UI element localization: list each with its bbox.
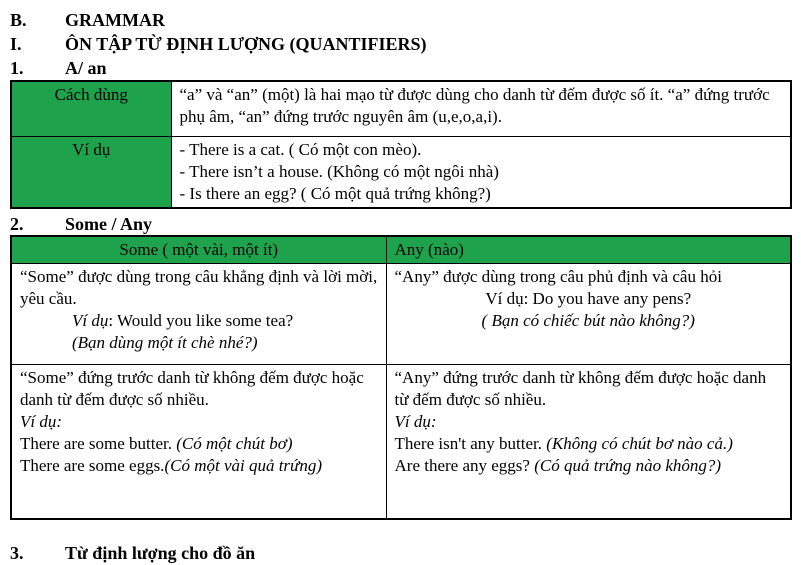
some-example-line [20, 455, 378, 477]
example-line: - Is there an egg? ( Có một quả trứng không?) [179, 183, 491, 203]
heading-a-an-number: 1. [10, 58, 24, 78]
table-some-any [10, 235, 792, 520]
some-rule-text: “Some” đứng trước danh từ không đếm được hoặc danh từ đếm được số nhiều. [20, 367, 364, 409]
heading-food-quantifiers [0, 541, 801, 565]
some-example-translation: (Bạn dùng một ít chè nhé?) [72, 332, 258, 352]
example-label: Ví dụ [72, 310, 109, 330]
cell-example-text [171, 136, 791, 208]
example-sentence: Are there any eggs? [394, 455, 535, 475]
some-rule-text: “Some” được dùng trong câu khẳng định và lời mời, yêu cầu. [20, 266, 378, 308]
any-example-line [395, 433, 783, 455]
heading-grammar-number: B. [10, 10, 27, 30]
header-cell-some: Some ( một vài, một ít) [11, 236, 386, 264]
example-line: - There isn’t a house. (Không có một ngôi nhà) [179, 161, 499, 181]
table-some-any-header-row [11, 236, 791, 264]
any-rule-text: “Any” đứng trước danh từ không đếm được hoặc danh từ đếm được số nhiều. [394, 367, 767, 409]
any-example-translation: ( Bạn có chiếc bút nào không?) [481, 310, 695, 330]
example-sentence: : Would you like some tea? [108, 310, 294, 330]
any-example-line: Ví dụ: Do you have any pens? [485, 288, 692, 308]
heading-quantifiers-number: I. [10, 34, 22, 54]
cell-any-usage-1 [386, 263, 791, 364]
cell-usage-label: Cách dùng [11, 81, 171, 136]
heading-quantifiers-label: ÔN TẬP TỪ ĐỊNH LƯỢNG (QUANTIFIERS) [65, 34, 427, 54]
any-rule-text: “Any” được dùng trong câu phủ định và câu hỏi [394, 266, 722, 286]
heading-a-an [0, 56, 801, 80]
example-sentence: There are some butter. [20, 433, 177, 453]
heading-grammar-label: GRAMMAR [65, 10, 165, 30]
example-translation: (Không có chút bơ nào cả.) [546, 433, 733, 453]
some-example-line [20, 310, 378, 332]
example-sentence: There isn't any butter. [394, 433, 547, 453]
example-label: Ví dụ: [20, 411, 63, 431]
cell-any-usage-2 [386, 364, 791, 519]
heading-some-any-number: 2. [10, 213, 24, 234]
heading-food-quantifiers-label: Từ định lượng cho đồ ăn [65, 542, 256, 563]
cell-some-usage-2 [11, 364, 386, 519]
table-some-any-row-2 [11, 364, 791, 519]
example-translation: (Có một vài quả trứng) [164, 455, 322, 475]
cell-usage-text: “a” và “an” (một) là hai mạo từ được dùng cho danh từ đếm được số ít. “a” đứng trước phụ âm, “an” đứng trước nguyên âm (u,e,o,a,i). [171, 81, 791, 136]
example-label: Ví dụ: [394, 411, 437, 431]
heading-food-quantifiers-number: 3. [10, 542, 24, 563]
heading-quantifiers [0, 32, 801, 56]
table-some-any-row-1 [11, 263, 791, 364]
heading-some-any-label: Some / Any [65, 213, 153, 234]
header-cell-any: Any (nào) [386, 236, 791, 264]
example-translation: (Có quả trứng nào không?) [534, 455, 722, 475]
table-a-an-row-usage [11, 81, 791, 136]
cell-some-usage-1 [11, 263, 386, 364]
any-example-line [395, 455, 783, 477]
some-example-line [20, 433, 378, 455]
cell-example-label: Ví dụ [11, 136, 171, 208]
example-line: - There is a cat. ( Có một con mèo). [179, 139, 422, 159]
table-a-an [10, 80, 792, 209]
heading-grammar [0, 8, 801, 32]
example-sentence: There are some eggs. [20, 455, 165, 475]
heading-a-an-label: A/ an [65, 58, 107, 78]
table-a-an-row-example [11, 136, 791, 208]
heading-some-any [0, 214, 801, 235]
example-translation: (Có một chút bơ) [176, 433, 293, 453]
